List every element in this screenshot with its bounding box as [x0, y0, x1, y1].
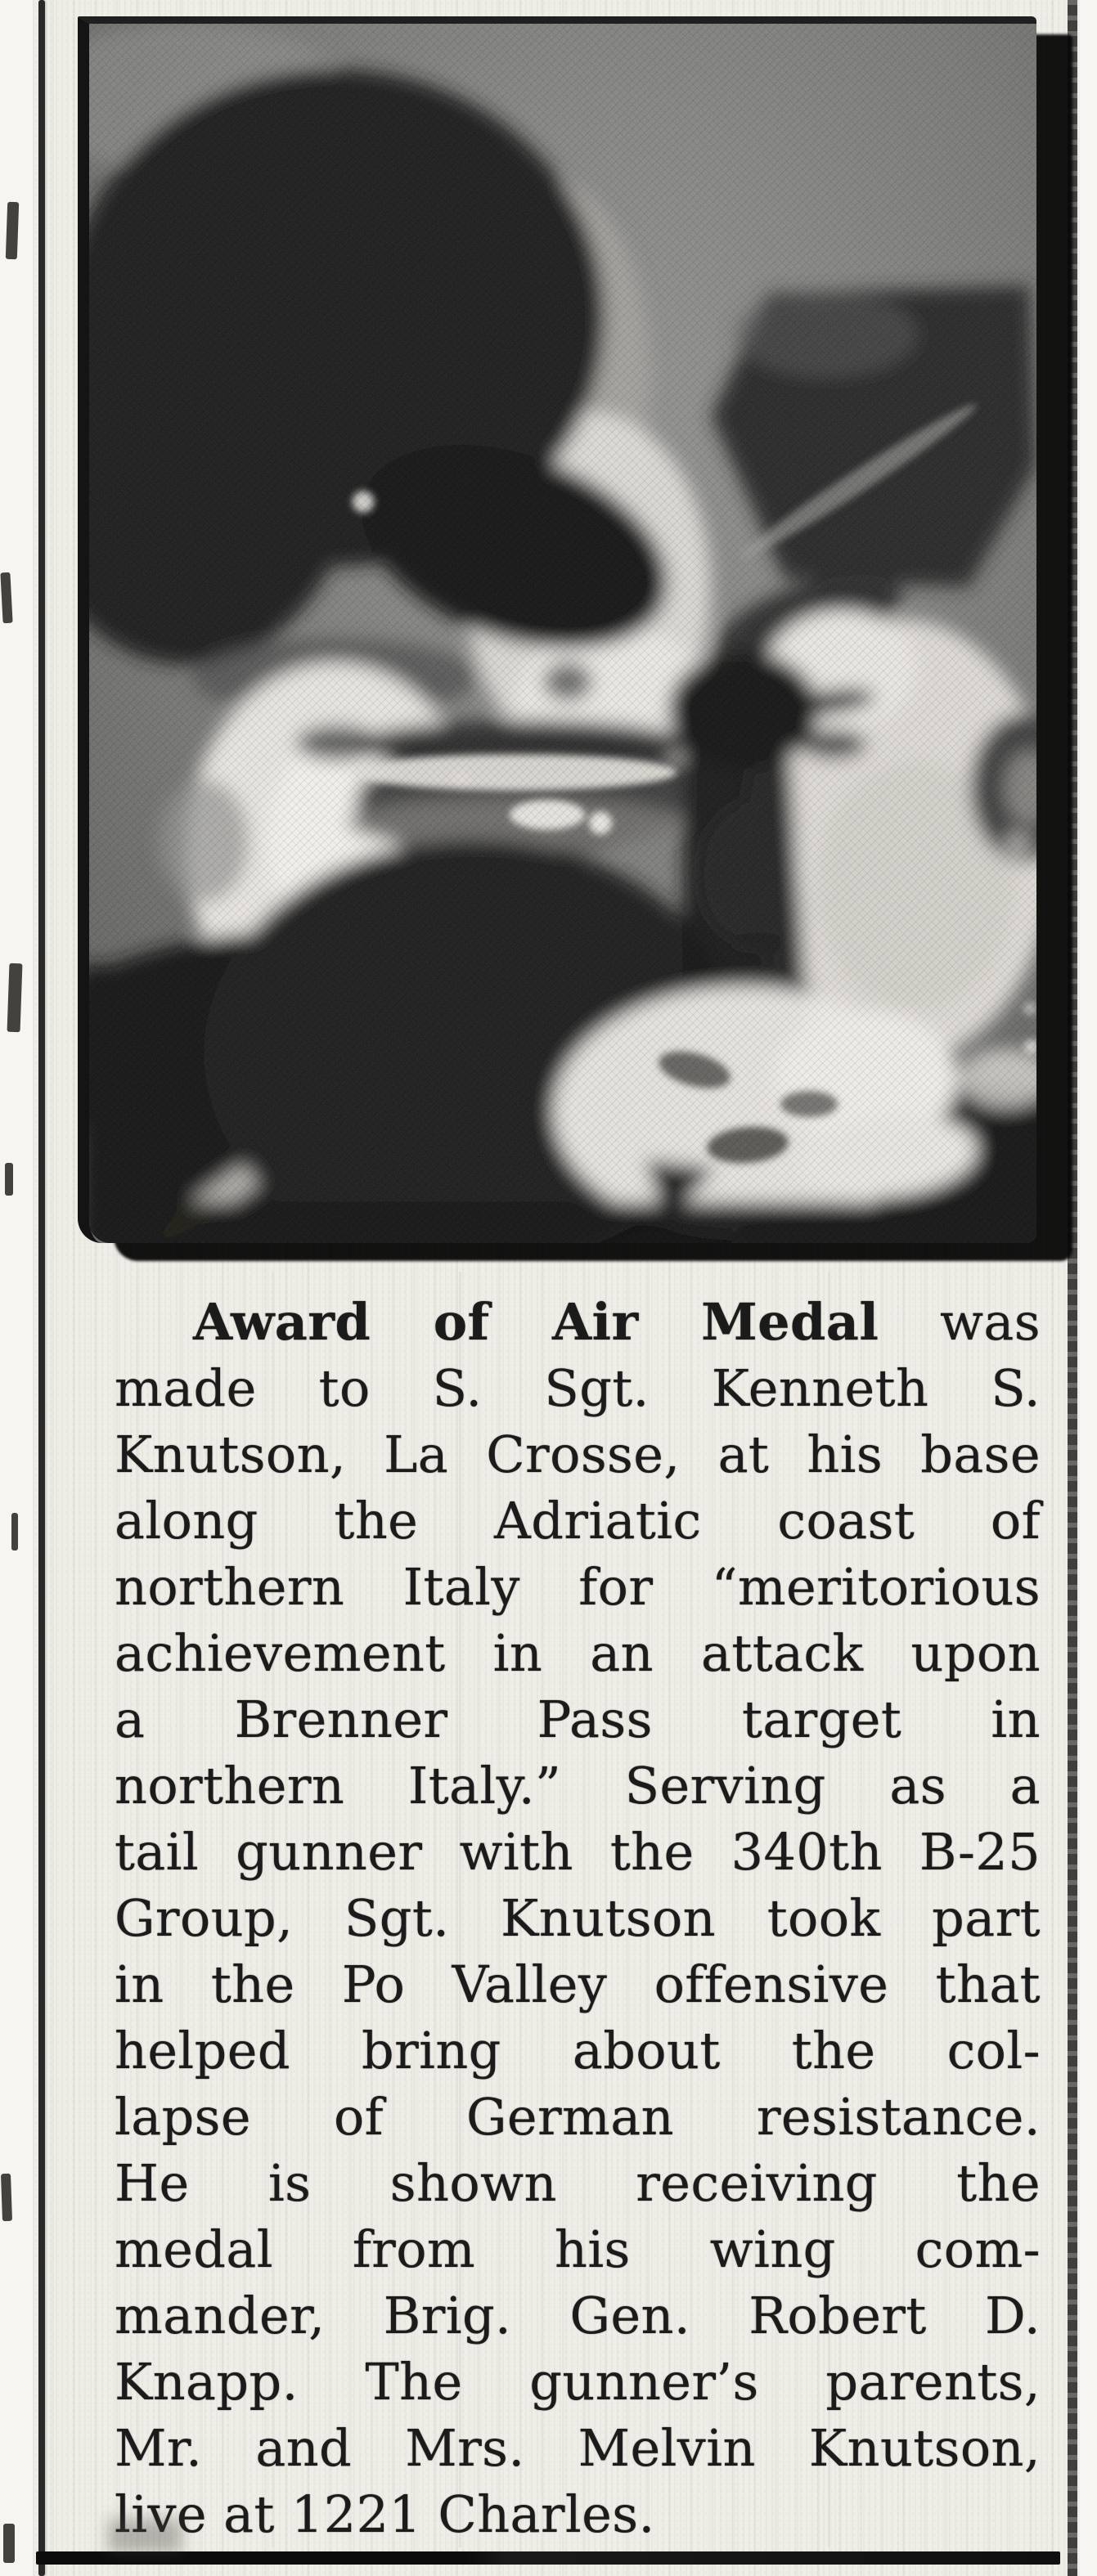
caption-line: [115, 1951, 1041, 2017]
caption-line: [115, 1885, 1041, 1951]
column-rule-right: [1068, 0, 1077, 2576]
caption-text: mander, Brig. Gen. Robert D.: [115, 2286, 1041, 2345]
bottom-rule: [36, 2551, 1060, 2565]
scan-mark: [1, 2174, 12, 2221]
caption-line: [115, 2349, 1041, 2415]
caption-text: medal from his wing com-: [115, 2219, 1041, 2279]
caption-line: [115, 1421, 1041, 1488]
scan-mark: [7, 963, 23, 1033]
caption-line: [115, 2481, 1041, 2547]
caption-line: [115, 2282, 1041, 2349]
caption-line: [115, 2415, 1041, 2481]
caption-text: Knutson, La Crosse, at his base: [115, 1425, 1041, 1484]
caption-line: [115, 2150, 1041, 2216]
caption-line: [115, 1289, 1041, 1355]
caption-text: Knapp. The gunner’s parents,: [115, 2352, 1041, 2412]
caption-text: along the Adriatic coast of: [115, 1491, 1041, 1551]
caption-text: achievement in an attack upon: [115, 1623, 1041, 1683]
photo-halftone-image: [89, 24, 1036, 1243]
caption-line: [115, 1752, 1041, 1819]
scan-mark: [3, 2524, 15, 2563]
scan-mark: [5, 1163, 13, 1196]
caption-line: [115, 1686, 1041, 1752]
column-rule-left: [38, 0, 45, 2576]
caption-line: [115, 2084, 1041, 2150]
caption-text: live at 1221 Charles.: [115, 2484, 655, 2544]
caption-text: helped bring about the col-: [115, 2021, 1041, 2080]
caption-line: [115, 1355, 1041, 1421]
award-ceremony-photo: [78, 16, 1036, 1243]
caption-line: [115, 2216, 1041, 2282]
caption-text: lapse of German resistance.: [115, 2087, 1041, 2147]
caption: [115, 1289, 1041, 2547]
scan-mark: [11, 1513, 18, 1551]
caption-text: a Brenner Pass target in: [115, 1690, 1041, 1749]
caption-line: [115, 1554, 1041, 1620]
caption-line: [115, 1488, 1041, 1554]
caption-line: [115, 1620, 1041, 1686]
caption-text: northern Italy for “meritorious: [115, 1557, 1041, 1617]
caption-text: was: [879, 1292, 1041, 1352]
caption-bold-lead: Award of Air Medal: [193, 1292, 879, 1352]
caption-line: [115, 1819, 1041, 1885]
caption-text: in the Po Valley offensive that: [115, 1954, 1041, 2014]
scan-mark: [0, 572, 12, 624]
caption-line: [115, 2017, 1041, 2084]
caption-text: northern Italy.” Serving as a: [115, 1756, 1041, 1815]
caption-text: He is shown receiving the: [115, 2153, 1041, 2213]
caption-text: tail gunner with the 340th B-25: [115, 1822, 1041, 1882]
caption-text: Group, Sgt. Knutson took part: [115, 1888, 1041, 1948]
caption-text: made to S. Sgt. Kenneth S.: [115, 1358, 1041, 1418]
caption-text: Mr. and Mrs. Melvin Knutson,: [115, 2418, 1041, 2478]
scan-mark: [6, 202, 19, 259]
